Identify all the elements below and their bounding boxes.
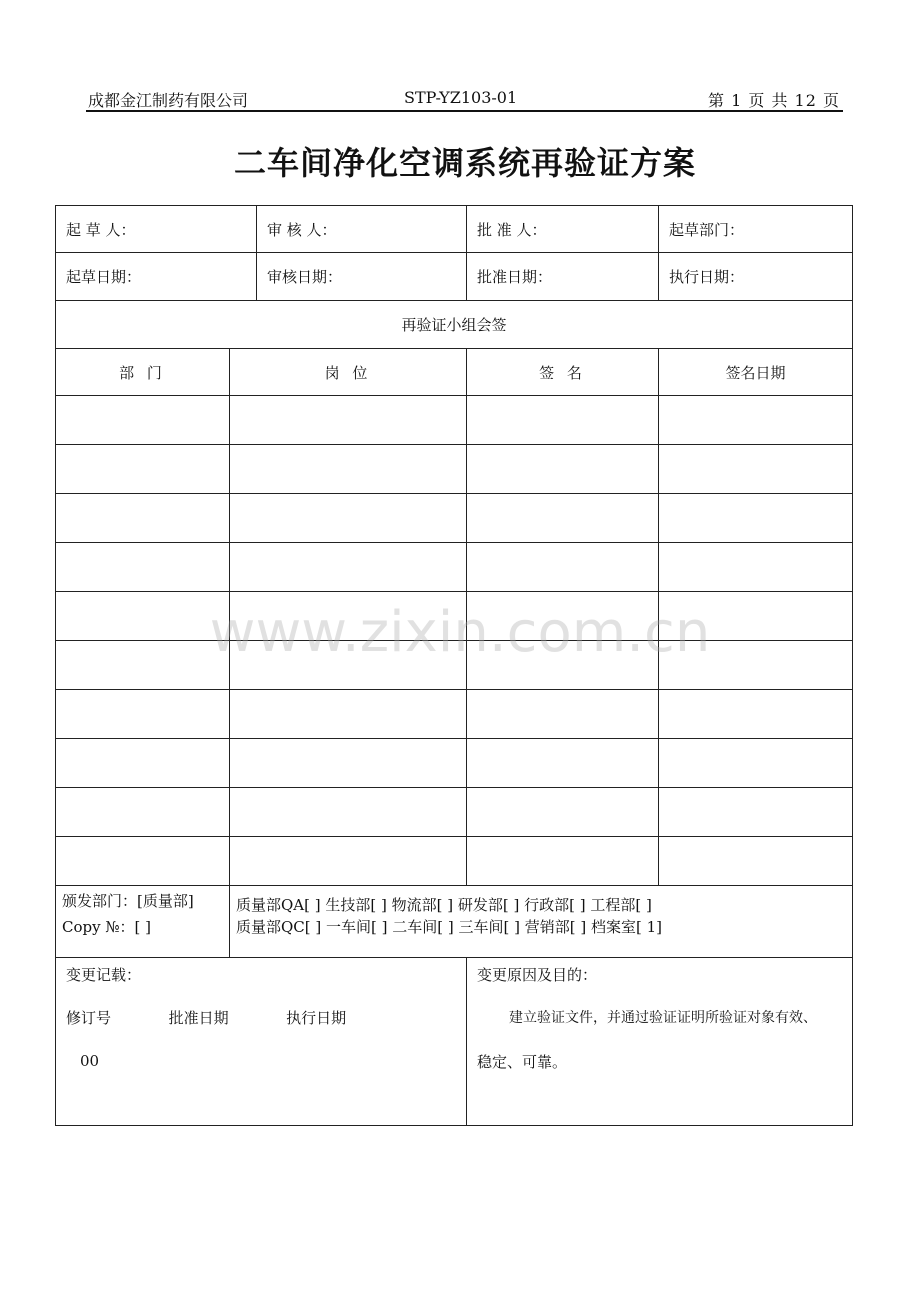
approve-date-field[interactable]: 批准日期： — [467, 253, 659, 301]
signoff-dept-cell[interactable] — [56, 494, 230, 543]
company-name: 成都金江制药有限公司 — [88, 91, 249, 110]
signoff-date-cell[interactable] — [659, 788, 853, 837]
signoff-dept-cell[interactable] — [56, 396, 230, 445]
change-record-label: 变更记载： — [66, 966, 142, 984]
signoff-date-cell[interactable] — [659, 739, 853, 788]
col-header-post: 岗 位 — [230, 349, 467, 396]
change-reason-text-1: 建立验证文件，并通过验证证明所验证对象有效、 — [509, 1010, 818, 1026]
signoff-date-cell[interactable] — [659, 445, 853, 494]
page-indicator: 第 1 页 共 12 页 — [708, 91, 840, 110]
signoff-dept-cell[interactable] — [56, 592, 230, 641]
distribution-line-1: 质量部QA[ ] 生技部[ ] 物流部[ ] 研发部[ ] 行政部[ ] 工程部[ ] — [236, 896, 652, 914]
signoff-post-cell[interactable] — [230, 739, 467, 788]
signoff-post-cell[interactable] — [230, 690, 467, 739]
revision-number-label: 修订号 — [66, 1009, 112, 1027]
signoff-post-cell[interactable] — [230, 445, 467, 494]
change-reason-label: 变更原因及目的： — [477, 966, 598, 984]
signoff-row — [56, 543, 853, 592]
exec-date-field[interactable]: 执行日期： — [659, 253, 853, 301]
signoff-dept-cell[interactable] — [56, 543, 230, 592]
signoff-row — [56, 739, 853, 788]
drafter-field[interactable]: 起 草 人： — [56, 206, 257, 253]
signoff-section-title: 再验证小组会签 — [56, 301, 853, 349]
approve-date-label: 批准日期 — [168, 1009, 229, 1027]
signoff-signature-cell[interactable] — [467, 837, 659, 886]
signoff-dept-cell[interactable] — [56, 739, 230, 788]
approval-form — [55, 205, 853, 1126]
signoff-rows — [56, 396, 853, 886]
signoff-date-cell[interactable] — [659, 837, 853, 886]
signoff-row — [56, 837, 853, 886]
distribution-line-2: 质量部QC[ ] 一车间[ ] 二车间[ ] 三车间[ ] 营销部[ ] 档案室[ 1] — [236, 918, 662, 936]
signoff-signature-cell[interactable] — [467, 739, 659, 788]
issuing-info — [56, 886, 230, 958]
signoff-post-cell[interactable] — [230, 494, 467, 543]
revision-number-value: 00 — [80, 1052, 100, 1070]
signoff-date-cell[interactable] — [659, 396, 853, 445]
signoff-signature-cell[interactable] — [467, 592, 659, 641]
signoff-post-cell[interactable] — [230, 788, 467, 837]
document-code: STP-YZ103-01 — [404, 88, 518, 107]
signoff-post-cell[interactable] — [230, 396, 467, 445]
signoff-row — [56, 445, 853, 494]
signoff-row — [56, 690, 853, 739]
signoff-dept-cell[interactable] — [56, 690, 230, 739]
signoff-row — [56, 396, 853, 445]
signoff-signature-cell[interactable] — [467, 690, 659, 739]
signoff-row — [56, 788, 853, 837]
change-record-columns — [66, 1007, 456, 1028]
signoff-dept-cell[interactable] — [56, 837, 230, 886]
signoff-row — [56, 641, 853, 690]
page-header — [88, 88, 840, 110]
signoff-signature-cell[interactable] — [467, 788, 659, 837]
signoff-post-cell[interactable] — [230, 837, 467, 886]
header-divider — [86, 110, 843, 112]
signoff-date-cell[interactable] — [659, 494, 853, 543]
col-header-sign-date: 签名日期 — [659, 349, 853, 396]
signoff-post-cell[interactable] — [230, 543, 467, 592]
signoff-row — [56, 494, 853, 543]
reviewer-field[interactable]: 审 核 人： — [257, 206, 467, 253]
draft-date-field[interactable]: 起草日期： — [56, 253, 257, 301]
signoff-signature-cell[interactable] — [467, 396, 659, 445]
signoff-date-cell[interactable] — [659, 592, 853, 641]
change-reason-text-2: 稳定、可靠。 — [477, 1053, 568, 1071]
distribution-list — [230, 886, 853, 958]
change-record-cell — [56, 958, 467, 1126]
signoff-post-cell[interactable] — [230, 592, 467, 641]
signoff-post-cell[interactable] — [230, 641, 467, 690]
review-date-field[interactable]: 审核日期： — [257, 253, 467, 301]
signoff-dept-cell[interactable] — [56, 641, 230, 690]
signoff-dept-cell[interactable] — [56, 788, 230, 837]
copy-number: Copy №：[ ] — [62, 918, 152, 936]
approver-field[interactable]: 批 准 人： — [467, 206, 659, 253]
signoff-date-cell[interactable] — [659, 543, 853, 592]
signoff-signature-cell[interactable] — [467, 641, 659, 690]
signoff-date-cell[interactable] — [659, 641, 853, 690]
issuing-dept: 颁发部门：[质量部] — [62, 892, 194, 910]
exec-date-label: 执行日期 — [286, 1009, 347, 1027]
signoff-date-cell[interactable] — [659, 690, 853, 739]
signoff-signature-cell[interactable] — [467, 445, 659, 494]
signoff-row — [56, 592, 853, 641]
col-header-signature: 签 名 — [467, 349, 659, 396]
col-header-dept: 部 门 — [56, 349, 230, 396]
signoff-signature-cell[interactable] — [467, 543, 659, 592]
signoff-dept-cell[interactable] — [56, 445, 230, 494]
watermark: www.zixin.com.cn — [209, 600, 711, 665]
document-title: 二车间净化空调系统再验证方案 — [233, 144, 696, 182]
change-reason-cell — [467, 958, 853, 1126]
draft-dept-field[interactable]: 起草部门： — [659, 206, 853, 253]
signoff-signature-cell[interactable] — [467, 494, 659, 543]
